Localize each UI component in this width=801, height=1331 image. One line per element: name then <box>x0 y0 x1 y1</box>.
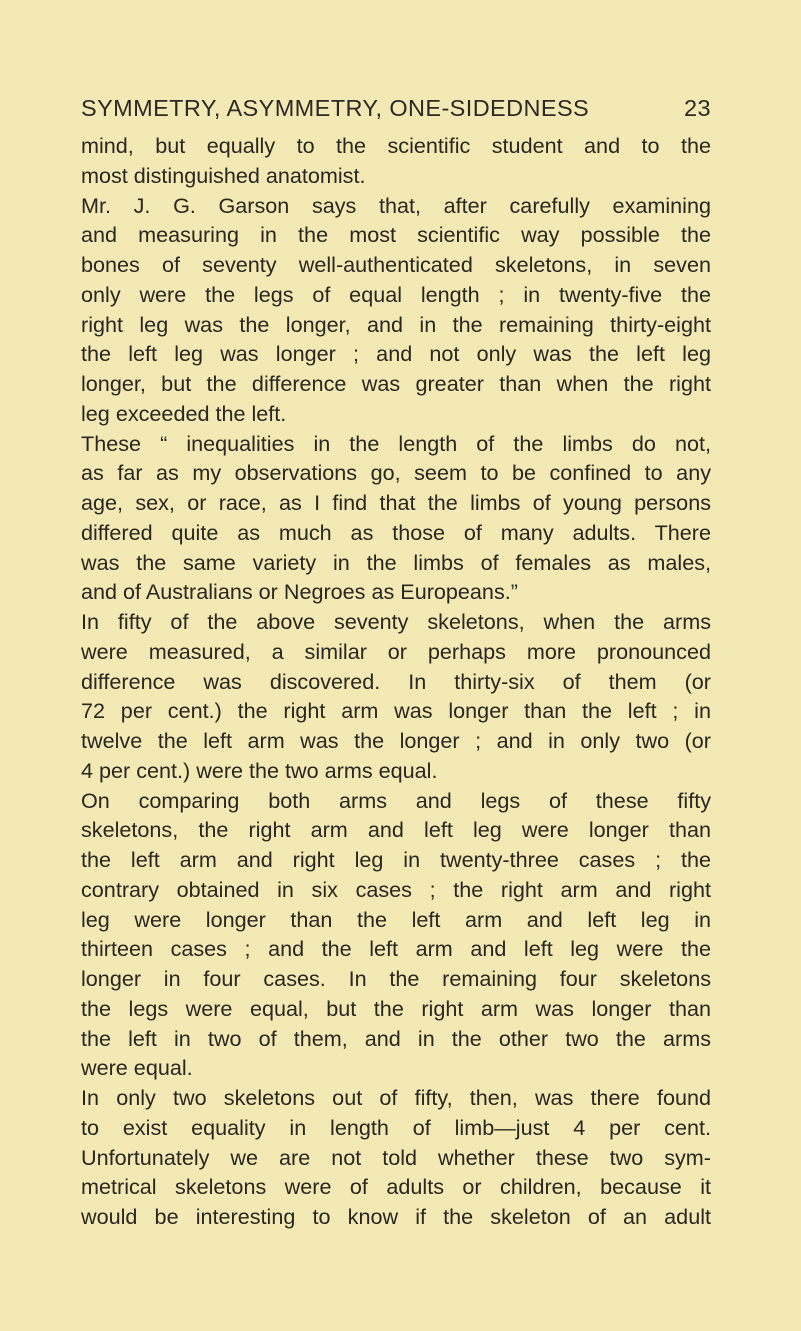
text-line: was the same variety in the limbs of females as males, <box>81 549 711 575</box>
text-line: as far as my observations go, seem to be confined to any <box>81 460 711 486</box>
text-line: and of Australians or Negroes as Europeans.” <box>81 579 518 605</box>
text-line: Mr. J. G. Garson says that, after carefully examining <box>81 192 711 218</box>
text-line: differed quite as much as those of many adults. There <box>81 519 711 545</box>
text-line: thirteen cases ; and the left arm and left leg were the <box>81 936 711 962</box>
text-line: 72 per cent.) the right arm was longer than the left ; in <box>81 698 711 724</box>
text-line: were measured, a similar or perhaps more pronounced <box>81 638 711 664</box>
text-line: only were the legs of equal length ; in twenty-five the <box>81 281 711 307</box>
text-line: difference was discovered. In thirty-six of them (or <box>81 668 711 694</box>
text-line: the left in two of them, and in the other two the arms <box>81 1025 711 1051</box>
text-line: were equal. <box>81 1055 193 1081</box>
page-number: 23 <box>684 95 711 121</box>
running-title: SYMMETRY, ASYMMETRY, ONE-SIDEDNESS <box>81 95 590 121</box>
text-line: most distinguished anatomist. <box>81 162 366 188</box>
text-line: bones of seventy well-authenticated skeletons, in seven <box>81 252 711 277</box>
text-line: and measuring in the most scientific way possible the <box>81 222 711 248</box>
text-line: contrary obtained in six cases ; the right arm and right <box>81 876 711 902</box>
text-line: longer, but the difference was greater than when the right <box>81 371 711 396</box>
text-line: the legs were equal, but the right arm was longer than <box>81 995 711 1021</box>
running-header <box>81 95 711 122</box>
text-line: right leg was the longer, and in the remaining thirty-eight <box>81 311 711 337</box>
text-line: the left leg was longer ; and not only was the left leg <box>81 341 711 367</box>
text-line: leg were longer than the left arm and left leg in <box>81 906 711 932</box>
text-line: Unfortunately we are not told whether these two sym- <box>81 1144 711 1170</box>
text-line: These “ inequalities in the length of the limbs do not, <box>81 430 711 456</box>
text-line: longer in four cases. In the remaining four skeletons <box>81 966 711 991</box>
text-line: 4 per cent.) were the two arms equal. <box>81 757 438 783</box>
text-line: metrical skeletons were of adults or children, because it <box>81 1174 711 1200</box>
text-line: On comparing both arms and legs of these fifty <box>81 787 711 813</box>
text-line: leg exceeded the left. <box>81 400 287 426</box>
text-line: In fifty of the above seventy skeletons, when the arms <box>81 609 711 634</box>
text-line: skeletons, the right arm and left leg were longer than <box>81 817 711 843</box>
text-line: twelve the left arm was the longer ; and in only two (or <box>81 728 711 753</box>
text-line: would be interesting to know if the skeleton of an adult <box>81 1204 711 1229</box>
text-line: mind, but equally to the scientific student and to the <box>81 133 711 158</box>
text-line: In only two skeletons out of fifty, then, was there found <box>81 1085 711 1110</box>
text-line: the left arm and right leg in twenty-three cases ; the <box>81 847 711 872</box>
body-text <box>81 131 711 1232</box>
text-line: to exist equality in length of limb—just 4 per cent. <box>81 1114 711 1140</box>
text-line: age, sex, or race, as I find that the limbs of young persons <box>81 490 711 515</box>
